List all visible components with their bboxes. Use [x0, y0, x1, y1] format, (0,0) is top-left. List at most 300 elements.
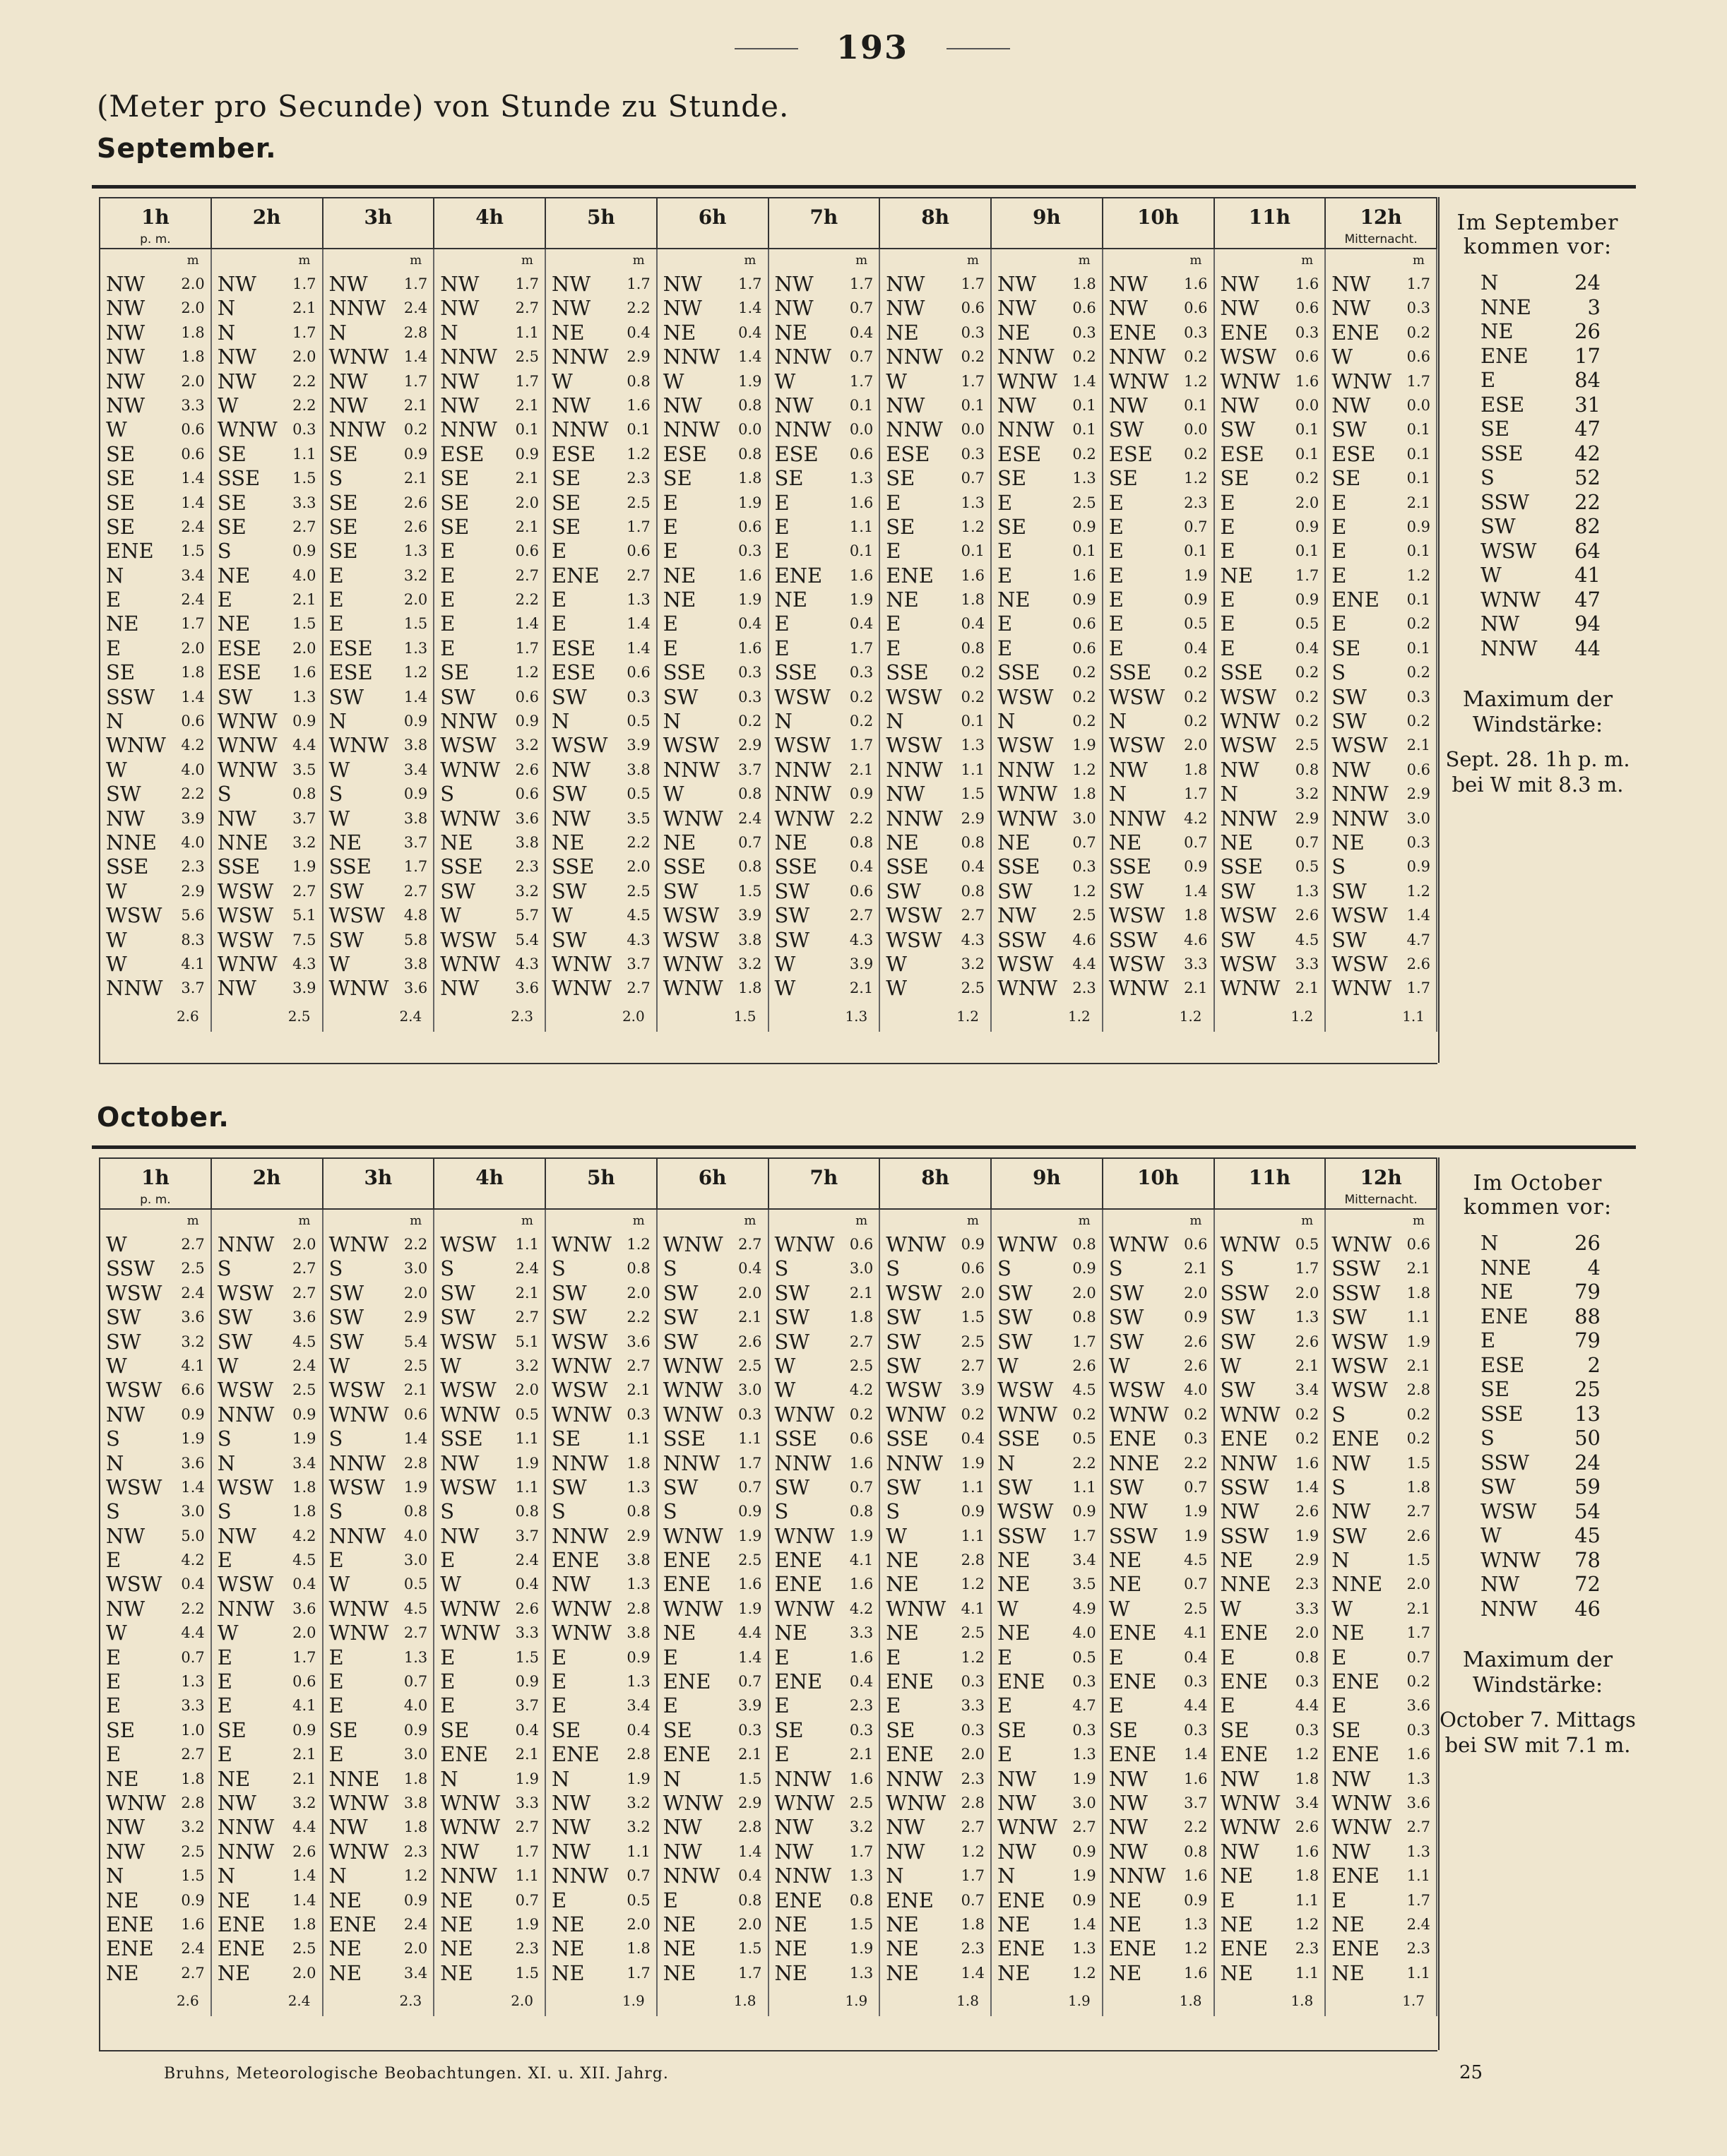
wind-cell	[658, 1232, 768, 1256]
wind-cell	[1215, 466, 1325, 490]
wind-direction: NW	[1331, 296, 1371, 321]
wind-cell	[658, 1597, 768, 1621]
wind-direction: SSE	[774, 854, 817, 879]
wind-cell	[1103, 1645, 1213, 1669]
wind-cell	[1215, 1912, 1325, 1936]
wind-cell	[1103, 1936, 1213, 1960]
wind-cell	[324, 1645, 434, 1669]
wind-speed: 3.3	[1295, 955, 1319, 972]
wind-speed: 0.4	[961, 858, 985, 876]
wind-cell	[769, 1548, 879, 1572]
wind-cell	[212, 369, 322, 393]
wind-speed: 1.8	[181, 348, 205, 366]
wind-cell	[434, 1645, 545, 1669]
wind-speed: 0.7	[738, 1478, 762, 1496]
wind-direction: WSW	[1331, 1353, 1388, 1378]
wind-cell	[1103, 1791, 1213, 1815]
hour-header	[100, 198, 212, 248]
hour-column	[1215, 249, 1327, 1032]
wind-speed: 2.0	[961, 1746, 985, 1763]
frequency-row	[1480, 1572, 1601, 1597]
direction-count: 79	[1574, 1280, 1601, 1304]
wind-speed: 2.6	[1184, 1357, 1208, 1374]
wind-direction: E	[1331, 612, 1347, 636]
wind-direction: NW	[997, 296, 1037, 321]
wind-direction: SW	[552, 1280, 587, 1305]
wind-speed: 3.6	[292, 1600, 316, 1617]
wind-speed: 1.9	[292, 858, 316, 876]
wind-cell	[212, 1815, 322, 1839]
wind-cell	[1103, 1572, 1213, 1596]
wind-speed: 4.0	[181, 833, 205, 851]
wind-direction: E	[774, 490, 790, 515]
hour-label: 1h	[141, 1166, 170, 1189]
wind-speed: 4.4	[1295, 1697, 1319, 1715]
wind-cell	[546, 879, 656, 903]
wind-speed: 3.4	[403, 761, 428, 778]
wind-direction: WSW	[440, 733, 497, 758]
wind-cell	[658, 1815, 768, 1839]
wind-direction: WSW	[1108, 951, 1165, 976]
wind-cell	[1326, 1354, 1436, 1378]
wind-direction: E	[106, 1645, 121, 1669]
wind-direction: NW	[1108, 1815, 1148, 1840]
wind-speed: 2.1	[1184, 1260, 1208, 1277]
wind-speed: 2.7	[403, 1624, 428, 1642]
wind-cell	[1103, 466, 1213, 490]
wind-direction: E	[328, 1693, 344, 1718]
wind-direction: SSW	[1331, 1256, 1381, 1281]
wind-speed: 3.8	[627, 761, 651, 778]
wind-direction: E	[997, 1693, 1013, 1718]
wind-direction: NE	[552, 1960, 585, 1985]
wind-cell	[658, 393, 768, 417]
direction-count: 2	[1587, 1352, 1601, 1377]
wind-direction: WSW	[217, 879, 274, 903]
wind-direction: WNW	[217, 951, 278, 976]
direction-count: 52	[1574, 465, 1601, 489]
wind-cell	[992, 879, 1102, 903]
wind-direction: NW	[106, 345, 146, 369]
wind-cell	[1215, 1597, 1325, 1621]
wind-speed: 0.0	[1184, 421, 1208, 439]
wind-speed: 3.0	[738, 1381, 762, 1399]
wind-cell	[100, 758, 210, 782]
wind-direction: NNW	[997, 417, 1055, 442]
wind-cell	[212, 1330, 322, 1354]
wind-cell	[546, 709, 656, 733]
wind-cell	[324, 1791, 434, 1815]
wind-speed: 0.8	[1072, 1236, 1096, 1253]
wind-cell	[880, 1305, 990, 1329]
wind-cell	[546, 1305, 656, 1329]
wind-speed: 2.3	[181, 858, 205, 876]
wind-speed: 1.3	[961, 494, 985, 511]
wind-direction: NE	[1108, 1572, 1142, 1597]
wind-direction: S	[328, 782, 343, 806]
wind-speed: 0.3	[961, 323, 985, 341]
wind-cell	[769, 1912, 879, 1936]
wind-cell	[324, 1572, 434, 1596]
wind-cell	[658, 1548, 768, 1572]
wind-cell	[546, 1645, 656, 1669]
wind-cell	[100, 976, 210, 1000]
september-summary	[1438, 197, 1636, 1063]
wind-speed: 4.2	[181, 737, 205, 754]
wind-cell	[546, 1524, 656, 1548]
wind-cell	[658, 928, 768, 952]
wind-speed: 2.0	[627, 1284, 651, 1302]
wind-direction: WNW	[997, 806, 1057, 830]
wind-cell	[992, 830, 1102, 854]
wind-cell	[769, 1330, 879, 1354]
wind-cell	[546, 1767, 656, 1791]
wind-direction: NW	[774, 393, 814, 417]
wind-cell	[1215, 1961, 1325, 1985]
wind-direction: WSW	[440, 1475, 497, 1499]
wind-cell	[1215, 1256, 1325, 1280]
wind-cell	[1103, 1232, 1213, 1256]
wind-direction: W	[1220, 1353, 1242, 1378]
wind-direction: NNW	[1220, 1451, 1278, 1475]
wind-direction: SSE	[1108, 854, 1152, 879]
wind-direction: WSW	[997, 733, 1054, 758]
wind-direction: N	[1108, 709, 1127, 734]
wind-direction: SSW	[1108, 927, 1158, 952]
wind-speed: 4.1	[292, 1697, 316, 1715]
wind-speed: 1.6	[1184, 1867, 1208, 1885]
wind-speed: 0.9	[1184, 591, 1208, 609]
wind-direction: WNW	[552, 976, 612, 1001]
wind-direction: ESE	[552, 441, 596, 466]
wind-direction: NNW	[1220, 806, 1278, 830]
wind-speed: 0.6	[1184, 1236, 1208, 1253]
wind-cell	[880, 685, 990, 709]
wind-speed: 2.6	[1184, 1333, 1208, 1350]
wind-cell	[658, 1936, 768, 1960]
wind-speed: 0.1	[1072, 542, 1096, 560]
wind-direction: W	[552, 903, 573, 928]
wind-speed: 0.3	[738, 1405, 762, 1423]
wind-cell	[1326, 758, 1436, 782]
wind-cell	[324, 758, 434, 782]
wind-direction: SW	[106, 782, 141, 806]
unit-label: m	[410, 253, 422, 268]
wind-speed: 0.2	[1295, 1405, 1319, 1423]
wind-speed: 1.3	[627, 591, 651, 609]
wind-speed: 0.1	[1072, 396, 1096, 414]
wind-direction: NW	[886, 1815, 925, 1840]
wind-speed: 0.3	[738, 542, 762, 560]
wind-speed: 3.9	[961, 1381, 985, 1399]
direction-label: N	[1480, 270, 1499, 294]
wind-cell	[880, 806, 990, 830]
wind-direction: WNW	[774, 1523, 835, 1548]
wind-direction: SW	[217, 1305, 253, 1330]
wind-cell	[100, 588, 210, 612]
wind-speed: 1.1	[515, 1236, 539, 1253]
wind-direction: WSW	[886, 1280, 942, 1305]
hour-label: 7h	[809, 1166, 838, 1189]
wind-direction: NW	[1331, 1499, 1371, 1524]
wind-direction: SSE	[886, 660, 929, 685]
wind-speed: 1.8	[1184, 761, 1208, 778]
wind-speed: 3.4	[1295, 1794, 1319, 1811]
wind-speed: 0.2	[1295, 688, 1319, 705]
wind-cell	[1103, 952, 1213, 976]
wind-speed: 0.9	[403, 1891, 428, 1909]
wind-direction: WNW	[1220, 1815, 1281, 1840]
wind-speed: 0.6	[1295, 299, 1319, 317]
frequency-row	[1480, 612, 1601, 636]
hour-label: 11h	[1248, 1166, 1291, 1189]
wind-cell	[658, 854, 768, 879]
wind-speed: 2.2	[1072, 1454, 1096, 1472]
wind-direction: NW	[552, 806, 591, 830]
page-number: 193	[812, 28, 932, 66]
wind-speed: 0.9	[1295, 591, 1319, 609]
wind-direction: S	[217, 1427, 232, 1451]
wind-cell	[1215, 1378, 1325, 1402]
wind-speed: 1.2	[1295, 1746, 1319, 1763]
wind-speed: 2.5	[403, 1357, 428, 1374]
wind-cell	[992, 1864, 1102, 1888]
wind-cell	[324, 830, 434, 854]
wind-speed: 2.8	[738, 1818, 762, 1836]
wind-speed: 1.9	[1072, 1770, 1096, 1787]
wind-speed: 0.3	[1184, 1673, 1208, 1691]
hour-column	[100, 249, 212, 1032]
wind-speed: 0.9	[1184, 1309, 1208, 1326]
wind-direction: WNW	[1220, 709, 1281, 734]
wind-cell	[212, 1767, 322, 1791]
wind-speed: 1.4	[515, 615, 539, 633]
wind-direction: ENE	[997, 1936, 1045, 1961]
wind-direction: NE	[1331, 1912, 1365, 1936]
wind-direction: E	[106, 1693, 121, 1718]
wind-speed: 2.1	[849, 979, 874, 997]
wind-cell	[546, 1330, 656, 1354]
wind-cell	[880, 296, 990, 320]
wind-direction: SE	[440, 660, 470, 685]
wind-direction: N	[1220, 782, 1238, 806]
wind-cell	[1326, 1305, 1436, 1329]
wind-cell	[324, 1354, 434, 1378]
wind-speed: 1.9	[738, 372, 762, 390]
wind-cell	[880, 1281, 990, 1305]
wind-speed: 5.1	[515, 1333, 539, 1350]
wind-cell	[1215, 1524, 1325, 1548]
wind-speed: 2.5	[738, 1357, 762, 1374]
wind-cell	[658, 612, 768, 636]
wind-cell	[1103, 1912, 1213, 1936]
wind-direction: WNW	[217, 733, 278, 758]
wind-cell	[658, 491, 768, 515]
wind-cell	[546, 296, 656, 320]
wind-cell	[434, 1961, 545, 1985]
wind-speed: 0.3	[1072, 858, 1096, 876]
wind-cell	[880, 1864, 990, 1888]
wind-cell	[1103, 272, 1213, 296]
wind-cell	[658, 1693, 768, 1717]
hour-header	[769, 198, 881, 248]
unit-label: m	[855, 1213, 868, 1228]
wind-cell	[880, 903, 990, 927]
wind-direction: NE	[217, 1960, 251, 1985]
wind-cell	[100, 345, 210, 369]
wind-direction: NNW	[1108, 806, 1166, 830]
wind-cell	[769, 1524, 879, 1548]
wind-direction: SSE	[440, 854, 483, 879]
wind-speed: 1.9	[1072, 1867, 1096, 1885]
wind-direction: SE	[663, 466, 692, 491]
wind-speed: 4.1	[1184, 1624, 1208, 1642]
wind-cell	[1215, 1669, 1325, 1693]
hour-label: 10h	[1137, 1166, 1180, 1189]
wind-cell	[1326, 345, 1436, 369]
wind-cell	[880, 1961, 990, 1985]
wind-speed: 4.2	[292, 1527, 316, 1544]
wind-speed: 0.1	[849, 396, 874, 414]
wind-speed: 0.7	[961, 470, 985, 487]
wind-direction: WNW	[774, 1232, 835, 1256]
wind-cell	[658, 806, 768, 830]
wind-direction: NW	[1331, 1451, 1371, 1475]
wind-speed: 1.4	[738, 299, 762, 317]
wind-speed: 1.9	[292, 1430, 316, 1448]
wind-direction: E	[217, 1669, 232, 1694]
wind-speed: 0.0	[1406, 396, 1430, 414]
wind-direction: W	[217, 1621, 239, 1645]
wind-cell	[434, 369, 545, 393]
wind-speed: 1.8	[181, 1770, 205, 1787]
wind-speed: 2.4	[292, 1357, 316, 1374]
wind-speed: 3.9	[738, 1697, 762, 1715]
wind-speed: 1.3	[1406, 1770, 1430, 1787]
wind-direction: WNW	[552, 1402, 612, 1427]
direction-label: WSW	[1480, 538, 1537, 563]
wind-direction: W	[328, 806, 350, 830]
wind-speed: 3.8	[627, 1624, 651, 1642]
frequency-row	[1480, 539, 1601, 564]
wind-cell	[1103, 1475, 1213, 1499]
wind-cell	[324, 1912, 434, 1936]
wind-cell	[546, 733, 656, 757]
wind-direction: NW	[106, 320, 146, 345]
wind-speed: 2.2	[627, 299, 651, 317]
wind-speed: 2.1	[849, 761, 874, 778]
wind-speed: 1.3	[181, 1673, 205, 1691]
wind-speed: 2.2	[1184, 1818, 1208, 1836]
wind-cell	[880, 1548, 990, 1572]
wind-speed: 0.1	[1295, 445, 1319, 463]
wind-speed: 1.9	[181, 1430, 205, 1448]
wind-speed: 0.6	[961, 299, 985, 317]
wind-direction: SW	[1331, 927, 1367, 952]
hour-column	[992, 1210, 1103, 2016]
wind-speed: 0.9	[403, 1721, 428, 1739]
wind-cell	[546, 393, 656, 417]
wind-cell	[658, 1791, 768, 1815]
wind-direction: S	[1108, 1256, 1123, 1281]
wind-speed: 4.4	[1072, 955, 1096, 972]
wind-cell	[324, 1693, 434, 1717]
wind-direction: W	[997, 1353, 1019, 1378]
hour-column	[324, 1210, 435, 2016]
hour-label: 4h	[475, 206, 504, 229]
wind-speed: 2.0	[961, 1284, 985, 1302]
wind-speed: 2.8	[403, 323, 428, 341]
wind-direction: SE	[1220, 466, 1250, 491]
wind-speed: 0.3	[1184, 1430, 1208, 1448]
hour-column	[1215, 1210, 1327, 2016]
wind-direction: NE	[440, 1912, 473, 1936]
wind-cell	[769, 442, 879, 466]
wind-speed: 1.6	[849, 1576, 874, 1593]
wind-cell	[434, 928, 545, 952]
wind-cell	[880, 442, 990, 466]
wind-cell	[769, 1936, 879, 1960]
wind-cell	[658, 830, 768, 854]
wind-direction: NW	[552, 393, 591, 417]
wind-direction: E	[440, 1693, 456, 1718]
wind-direction: NW	[886, 1839, 925, 1864]
wind-cell	[658, 1888, 768, 1912]
wind-cell	[434, 758, 545, 782]
wind-direction: ENE	[886, 1888, 934, 1912]
wind-speed: 2.0	[292, 639, 316, 657]
wind-speed: 4.7	[1406, 931, 1430, 948]
wind-cell	[769, 1791, 879, 1815]
wind-cell	[212, 1427, 322, 1451]
wind-cell	[434, 1936, 545, 1960]
wind-cell	[546, 588, 656, 612]
wind-direction: E	[217, 1645, 232, 1669]
wind-cell	[880, 1524, 990, 1548]
wind-direction: NNW	[886, 1766, 943, 1791]
wind-cell	[880, 1378, 990, 1402]
wind-cell	[1103, 1402, 1213, 1427]
wind-cell	[1103, 369, 1213, 393]
wind-speed: 1.2	[1184, 470, 1208, 487]
wind-speed: 0.4	[849, 1673, 874, 1691]
wind-direction: WNW	[663, 951, 723, 976]
hour-label: 12h	[1360, 1166, 1402, 1189]
wind-direction: WSW	[217, 927, 274, 952]
wind-direction: WNW	[106, 1790, 166, 1815]
wind-speed: 3.0	[403, 1746, 428, 1763]
wind-speed: 1.2	[1184, 1940, 1208, 1958]
wind-cell	[880, 1718, 990, 1742]
wind-direction: NE	[886, 830, 919, 854]
wind-speed: 1.7	[292, 275, 316, 292]
wind-speed: 1.3	[627, 1576, 651, 1593]
wind-speed: 1.5	[181, 542, 205, 560]
wind-speed: 1.7	[627, 518, 651, 535]
wind-speed: 1.4	[403, 1430, 428, 1448]
wind-direction: NE	[997, 1912, 1031, 1936]
unit-label: m	[186, 253, 199, 268]
wind-cell	[1326, 1378, 1436, 1402]
wind-direction: SW	[552, 684, 587, 709]
wind-cell	[324, 1232, 434, 1256]
direction-label: NNE	[1480, 294, 1531, 319]
unit-label: m	[1301, 1213, 1314, 1228]
wind-direction: E	[552, 1645, 567, 1669]
direction-count: 42	[1574, 441, 1601, 465]
wind-direction: E	[774, 539, 790, 564]
wind-speed: 1.2	[403, 1867, 428, 1885]
